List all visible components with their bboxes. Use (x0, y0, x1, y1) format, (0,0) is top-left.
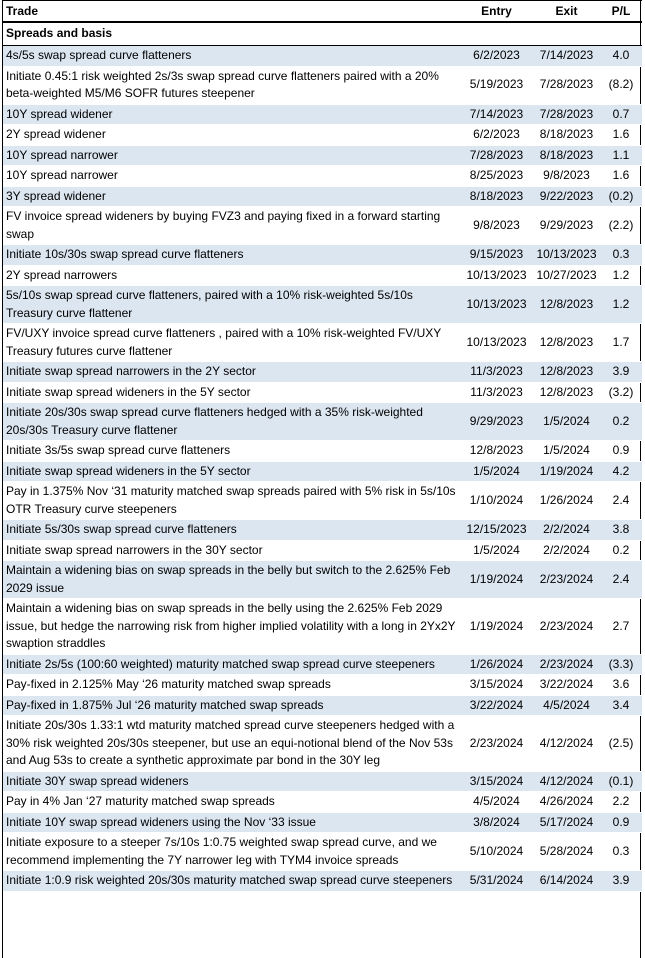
table-row (3, 441, 642, 462)
header-trade: Trade (3, 1, 460, 23)
trade-cell: 3Y spread widener (3, 186, 460, 207)
entry-date-cell: 7/14/2023 (460, 104, 533, 125)
table-row (3, 792, 642, 813)
table-row (3, 125, 642, 146)
section-title: Spreads and basis (3, 22, 642, 46)
exit-date-cell: 6/14/2024 (533, 871, 600, 892)
entry-date-cell: 9/15/2023 (460, 245, 533, 266)
pl-value-cell: 0.3 (600, 833, 642, 871)
exit-date-cell: 4/26/2024 (533, 792, 600, 813)
entry-date-cell: 4/5/2024 (460, 792, 533, 813)
table-row (3, 654, 642, 675)
entry-date-cell: 3/8/2024 (460, 812, 533, 833)
exit-date-cell: 8/18/2023 (533, 145, 600, 166)
trade-cell: FV invoice spread wideners by buying FVZ3 and paying fixed in a forward starting swap (3, 207, 460, 245)
entry-date-cell: 9/29/2023 (460, 403, 533, 441)
trade-cell: 10Y spread narrower (3, 145, 460, 166)
pl-value-cell: 2.4 (600, 561, 642, 599)
trade-cell: Initiate 1:0.9 risk weighted 20s/30s maturity matched swap spread curve steepeners (3, 871, 460, 892)
trade-cell: 10Y spread narrower (3, 166, 460, 187)
pl-value-cell: 0.2 (600, 540, 642, 561)
pl-value-cell: (0.2) (600, 186, 642, 207)
exit-date-cell: 2/23/2024 (533, 561, 600, 599)
entry-date-cell: 8/25/2023 (460, 166, 533, 187)
table-row (3, 716, 642, 772)
entry-date-cell: 11/3/2023 (460, 362, 533, 383)
table-row (3, 382, 642, 403)
trade-cell: 4s/5s swap spread curve flatteners (3, 46, 460, 67)
table-row (3, 46, 642, 67)
trade-table-container (2, 0, 641, 958)
table-row (3, 324, 642, 362)
exit-date-cell: 1/5/2024 (533, 441, 600, 462)
entry-date-cell: 11/3/2023 (460, 382, 533, 403)
table-row (3, 599, 642, 655)
table-row (3, 871, 642, 892)
table-row (3, 771, 642, 792)
entry-date-cell: 6/2/2023 (460, 125, 533, 146)
trade-cell: Initiate 10Y swap spread wideners using the Nov ‘33 issue (3, 812, 460, 833)
exit-date-cell: 5/28/2024 (533, 833, 600, 871)
entry-date-cell: 10/13/2023 (460, 286, 533, 324)
table-row (3, 66, 642, 104)
pl-value-cell: 3.6 (600, 675, 642, 696)
table-row (3, 461, 642, 482)
trade-cell: Maintain a widening bias on swap spreads in the belly using the 2.625% Feb 2029 issue, but hedge the narrowing risk from higher implied volatility with a long in 2Yx2Y swaption straddles (3, 599, 460, 655)
exit-date-cell: 12/8/2023 (533, 324, 600, 362)
table-row (3, 145, 642, 166)
entry-date-cell: 5/19/2023 (460, 66, 533, 104)
trade-cell: Initiate 30Y swap spread wideners (3, 771, 460, 792)
trade-cell: Initiate 2s/5s (100:60 weighted) maturity matched swap spread curve steepeners (3, 654, 460, 675)
table-row (3, 540, 642, 561)
pl-value-cell: (2.2) (600, 207, 642, 245)
table-row (3, 482, 642, 520)
pl-value-cell: 0.2 (600, 403, 642, 441)
exit-date-cell: 2/23/2024 (533, 599, 600, 655)
table-row (3, 561, 642, 599)
pl-value-cell: 1.2 (600, 286, 642, 324)
exit-date-cell: 9/8/2023 (533, 166, 600, 187)
exit-date-cell: 1/19/2024 (533, 461, 600, 482)
entry-date-cell: 1/10/2024 (460, 482, 533, 520)
pl-value-cell: 1.7 (600, 324, 642, 362)
trade-cell: Initiate swap spread wideners in the 5Y sector (3, 382, 460, 403)
trade-cell: Pay in 4% Jan ‘27 maturity matched swap spreads (3, 792, 460, 813)
exit-date-cell: 1/5/2024 (533, 403, 600, 441)
pl-value-cell: 1.6 (600, 125, 642, 146)
entry-date-cell: 8/18/2023 (460, 186, 533, 207)
table-row (3, 104, 642, 125)
trade-cell: Pay-fixed in 1.875% Jul ‘26 maturity matched swap spreads (3, 695, 460, 716)
entry-date-cell: 9/8/2023 (460, 207, 533, 245)
table-row (3, 520, 642, 541)
entry-date-cell: 12/15/2023 (460, 520, 533, 541)
entry-date-cell: 3/15/2024 (460, 771, 533, 792)
trade-cell: Initiate 10s/30s swap spread curve flatteners (3, 245, 460, 266)
exit-date-cell: 7/28/2023 (533, 66, 600, 104)
header-row (3, 1, 642, 23)
table-row (3, 362, 642, 383)
pl-value-cell: 0.9 (600, 812, 642, 833)
table-row (3, 286, 642, 324)
exit-date-cell: 2/2/2024 (533, 540, 600, 561)
pl-value-cell: (3.2) (600, 382, 642, 403)
trade-cell: Initiate swap spread narrowers in the 30Y sector (3, 540, 460, 561)
entry-date-cell: 1/26/2024 (460, 654, 533, 675)
entry-date-cell: 2/23/2024 (460, 716, 533, 772)
pl-value-cell: 2.2 (600, 792, 642, 813)
entry-date-cell: 1/19/2024 (460, 599, 533, 655)
pl-value-cell: 1.1 (600, 145, 642, 166)
exit-date-cell: 12/8/2023 (533, 286, 600, 324)
exit-date-cell: 3/22/2024 (533, 675, 600, 696)
trade-cell: 2Y spread narrowers (3, 265, 460, 286)
trade-cell: 10Y spread widener (3, 104, 460, 125)
exit-date-cell: 2/23/2024 (533, 654, 600, 675)
pl-value-cell: (8.2) (600, 66, 642, 104)
trade-cell: Initiate swap spread wideners in the 5Y sector (3, 461, 460, 482)
entry-date-cell: 12/8/2023 (460, 441, 533, 462)
pl-value-cell: 3.4 (600, 695, 642, 716)
exit-date-cell: 7/28/2023 (533, 104, 600, 125)
exit-date-cell: 7/14/2023 (533, 46, 600, 67)
entry-date-cell: 5/10/2024 (460, 833, 533, 871)
pl-value-cell: 1.6 (600, 166, 642, 187)
entry-date-cell: 10/13/2023 (460, 265, 533, 286)
trade-cell: Initiate 20s/30s swap spread curve flatteners hedged with a 35% risk-weighted 20s/30s Treasury curve flattener (3, 403, 460, 441)
entry-date-cell: 1/19/2024 (460, 561, 533, 599)
pl-value-cell: 1.2 (600, 265, 642, 286)
exit-date-cell: 8/18/2023 (533, 125, 600, 146)
pl-value-cell: 2.4 (600, 482, 642, 520)
trade-cell: Initiate 3s/5s swap spread curve flatteners (3, 441, 460, 462)
pl-value-cell: 4.2 (600, 461, 642, 482)
pl-value-cell: 3.9 (600, 362, 642, 383)
pl-value-cell: (3.3) (600, 654, 642, 675)
exit-date-cell: 10/13/2023 (533, 245, 600, 266)
entry-date-cell: 10/13/2023 (460, 324, 533, 362)
table-row (3, 695, 642, 716)
pl-value-cell: 3.9 (600, 871, 642, 892)
table-row (3, 265, 642, 286)
entry-date-cell: 3/15/2024 (460, 675, 533, 696)
trade-cell: Pay in 1.375% Nov ‘31 maturity matched swap spreads paired with 5% risk in 5s/10s OTR Treasury curve steepeners (3, 482, 460, 520)
exit-date-cell: 9/22/2023 (533, 186, 600, 207)
entry-date-cell: 7/28/2023 (460, 145, 533, 166)
exit-date-cell: 5/17/2024 (533, 812, 600, 833)
entry-date-cell: 5/31/2024 (460, 871, 533, 892)
header-exit: Exit (533, 1, 600, 23)
table-row (3, 207, 642, 245)
entry-date-cell: 1/5/2024 (460, 461, 533, 482)
entry-date-cell: 3/22/2024 (460, 695, 533, 716)
pl-value-cell: 0.3 (600, 245, 642, 266)
header-entry: Entry (460, 1, 533, 23)
table-row (3, 245, 642, 266)
pl-value-cell: 0.7 (600, 104, 642, 125)
table-row (3, 186, 642, 207)
table-row (3, 812, 642, 833)
trade-cell: Initiate swap spread narrowers in the 2Y sector (3, 362, 460, 383)
exit-date-cell: 12/8/2023 (533, 382, 600, 403)
section-row (3, 22, 642, 46)
trade-cell: Initiate 20s/30s 1.33:1 wtd maturity matched spread curve steepeners hedged with a 30% risk weighted 20s/30s steepener, but use an equi-notional blend of the Nov 53s and Aug 53s to create a synthetic approximate par bond in the 30Y leg (3, 716, 460, 772)
table-row (3, 675, 642, 696)
trade-cell: Initiate 0.45:1 risk weighted 2s/3s swap spread curve flatteners paired with a 20% beta-weighted M5/M6 SOFR futures steepener (3, 66, 460, 104)
exit-date-cell: 10/27/2023 (533, 265, 600, 286)
pl-value-cell: (0.1) (600, 771, 642, 792)
header-pl: P/L (600, 1, 642, 23)
table-row (3, 833, 642, 871)
trade-cell: FV/UXY invoice spread curve flatteners , paired with a 10% risk-weighted FV/UXY Treasury futures curve flattener (3, 324, 460, 362)
pl-value-cell: (2.5) (600, 716, 642, 772)
trade-cell: Initiate 5s/30s swap spread curve flatteners (3, 520, 460, 541)
exit-date-cell: 12/8/2023 (533, 362, 600, 383)
trade-cell: 2Y spread widener (3, 125, 460, 146)
table-row (3, 403, 642, 441)
trade-table (3, 0, 642, 892)
trade-cell: 5s/10s swap spread curve flatteners, paired with a 10% risk-weighted 5s/10s Treasury curve flattener (3, 286, 460, 324)
exit-date-cell: 1/26/2024 (533, 482, 600, 520)
exit-date-cell: 4/5/2024 (533, 695, 600, 716)
pl-value-cell: 2.7 (600, 599, 642, 655)
pl-value-cell: 3.8 (600, 520, 642, 541)
exit-date-cell: 4/12/2024 (533, 771, 600, 792)
entry-date-cell: 6/2/2023 (460, 46, 533, 67)
table-row (3, 166, 642, 187)
trade-cell: Initiate exposure to a steeper 7s/10s 1:0.75 weighted swap spread curve, and we recommend implementing the 7Y narrower leg with TYM4 invoice spreads (3, 833, 460, 871)
exit-date-cell: 9/29/2023 (533, 207, 600, 245)
pl-value-cell: 4.0 (600, 46, 642, 67)
entry-date-cell: 1/5/2024 (460, 540, 533, 561)
trade-cell: Pay-fixed in 2.125% May ‘26 maturity matched swap spreads (3, 675, 460, 696)
trade-cell: Maintain a widening bias on swap spreads in the belly but switch to the 2.625% Feb 2029 issue (3, 561, 460, 599)
exit-date-cell: 4/12/2024 (533, 716, 600, 772)
pl-value-cell: 0.9 (600, 441, 642, 462)
exit-date-cell: 2/2/2024 (533, 520, 600, 541)
